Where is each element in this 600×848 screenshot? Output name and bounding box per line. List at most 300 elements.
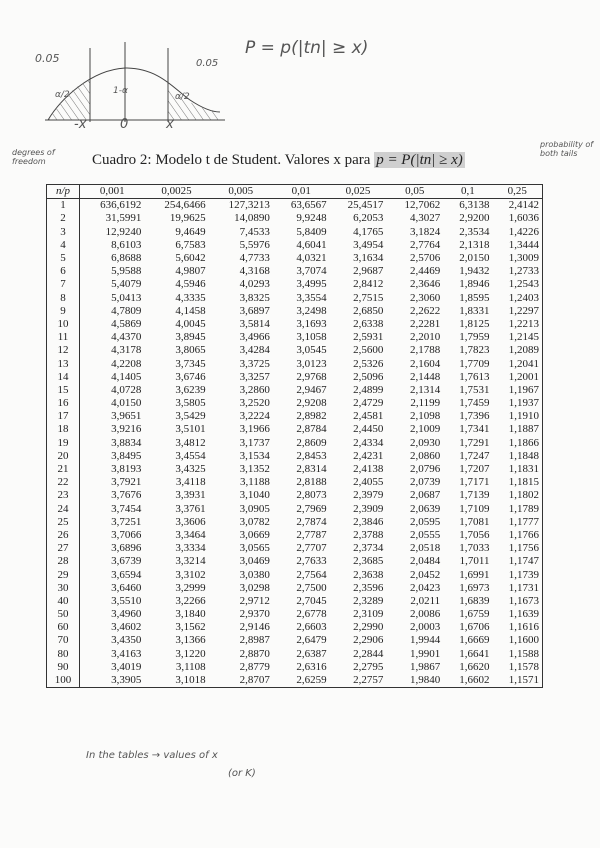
- table-row: [47, 344, 543, 357]
- value-cell: 2,2010: [409, 331, 441, 344]
- value-cell: 2,3289: [353, 594, 384, 607]
- value-cell: 2,3646: [409, 278, 441, 291]
- value-cell: 1,6036: [508, 212, 539, 225]
- value-cell: 3,1220: [175, 647, 206, 660]
- value-cell: 1,1731: [508, 581, 539, 594]
- value-cell: 3,1366: [175, 634, 206, 647]
- value-cell: 2,2622: [409, 304, 441, 317]
- value-cell: 3,2999: [175, 581, 206, 594]
- value-cell: 3,4966: [239, 331, 270, 344]
- value-cell: 2,3979: [353, 489, 384, 502]
- degrees-cell: 10: [47, 318, 80, 331]
- value-cell: 2,0086: [409, 608, 441, 621]
- degrees-cell: 40: [47, 595, 80, 608]
- value-cell: 2,3109: [353, 608, 384, 621]
- value-cell: 2,2844: [353, 647, 384, 660]
- value-cell: 6,8688: [111, 252, 142, 265]
- value-cell: 1,1571: [508, 674, 539, 687]
- value-cell: 3,3102: [175, 568, 206, 581]
- value-cell: 4,3178: [111, 344, 142, 357]
- value-cell: 1,2297: [508, 304, 539, 317]
- value-cell: 3,4019: [111, 660, 142, 673]
- value-cell: 3,4954: [353, 238, 384, 251]
- value-cell: 1,1600: [508, 634, 539, 647]
- degrees-cell: 24: [47, 503, 80, 516]
- value-cell: 1,7396: [459, 410, 490, 423]
- value-cell: 3,7345: [175, 357, 206, 370]
- value-cell: 1,1673: [508, 594, 539, 607]
- value-cell: 2,4729: [353, 397, 384, 410]
- degrees-of-freedom-note: degrees of freedom: [12, 148, 55, 166]
- value-cell: 1,7709: [459, 357, 490, 370]
- table-row: [47, 212, 543, 225]
- value-cell: 4,3027: [409, 212, 441, 225]
- value-cell: 1,6669: [459, 634, 490, 647]
- degrees-cell: 1: [47, 199, 80, 213]
- value-cell: 4,4370: [111, 331, 142, 344]
- value-cell: 2,8073: [296, 489, 327, 502]
- degrees-cell: 50: [47, 608, 80, 621]
- value-cell: 1,2733: [508, 265, 539, 278]
- value-cell: 1,1848: [508, 449, 539, 462]
- value-cell: 1,7171: [459, 476, 490, 489]
- value-cell: 5,6042: [175, 252, 206, 265]
- table-row: [47, 555, 543, 568]
- degrees-cell: 6: [47, 265, 80, 278]
- value-cell: 6,3138: [459, 199, 490, 212]
- value-cell: 3,5510: [111, 594, 142, 607]
- value-cell: 3,7074: [296, 265, 327, 278]
- value-cell: 4,0045: [175, 317, 206, 330]
- bottom-note-2: (or K): [228, 768, 256, 779]
- value-cell: 3,1058: [296, 331, 327, 344]
- degrees-cell: 19: [47, 437, 80, 450]
- t-student-table: [46, 184, 543, 688]
- value-cell: 4,3335: [175, 291, 206, 304]
- value-cell: 3,1352: [239, 463, 270, 476]
- value-cell: 1,1910: [508, 410, 539, 423]
- column-header: 0,05: [386, 185, 443, 199]
- right-area-label: α/2: [175, 92, 190, 102]
- value-cell: 5,9588: [111, 265, 142, 278]
- column-header: 0,01: [273, 185, 330, 199]
- table-row: [47, 661, 543, 674]
- column-header: n/p: [47, 185, 80, 199]
- value-cell: 14,0890: [234, 212, 270, 225]
- value-cell: 3,6594: [111, 568, 142, 581]
- value-cell: 1,1747: [508, 555, 539, 568]
- value-cell: 3,4995: [296, 278, 327, 291]
- value-cell: 3,5814: [239, 317, 270, 330]
- value-cell: 3,8065: [175, 344, 206, 357]
- value-cell: 9,9248: [296, 212, 327, 225]
- value-cell: 3,0469: [239, 555, 270, 568]
- value-cell: 3,9216: [111, 423, 142, 436]
- value-cell: 2,1788: [409, 344, 441, 357]
- value-cell: 1,8595: [459, 291, 490, 304]
- value-cell: 1,8946: [459, 278, 490, 291]
- value-cell: 4,1458: [175, 304, 206, 317]
- value-cell: 3,3214: [175, 555, 206, 568]
- value-cell: 9,4649: [175, 225, 206, 238]
- table-row: [47, 595, 543, 608]
- value-cell: 2,3788: [353, 528, 384, 541]
- value-cell: 2,3734: [353, 542, 384, 555]
- value-cell: 1,6839: [459, 594, 490, 607]
- degrees-cell: 25: [47, 516, 80, 529]
- value-cell: 3,1040: [239, 489, 270, 502]
- value-cell: 4,1405: [111, 370, 142, 383]
- value-cell: 3,4325: [175, 463, 206, 476]
- value-cell: 1,1967: [508, 383, 539, 396]
- value-cell: 2,7633: [296, 555, 327, 568]
- value-cell: 2,8314: [296, 463, 327, 476]
- value-cell: 1,9840: [409, 674, 441, 687]
- degrees-cell: 90: [47, 661, 80, 674]
- value-cell: 6,7583: [175, 238, 206, 251]
- both-tails-note: probability of both tails: [540, 140, 594, 158]
- value-cell: 2,6259: [296, 674, 327, 687]
- t-distribution-sketch: [30, 40, 230, 135]
- degrees-cell: 12: [47, 344, 80, 357]
- value-cell: 4,6041: [296, 238, 327, 251]
- value-cell: 12,7062: [404, 199, 441, 212]
- value-cell: 1,3009: [508, 252, 539, 265]
- value-cell: 3,8193: [111, 463, 142, 476]
- value-cell: 3,1840: [175, 608, 206, 621]
- value-cell: 2,8707: [239, 674, 270, 687]
- value-cell: 2,9200: [459, 212, 490, 225]
- value-cell: 1,6706: [459, 621, 490, 634]
- value-cell: 3,2520: [239, 397, 270, 410]
- value-cell: 2,1318: [459, 238, 490, 251]
- degrees-cell: 9: [47, 305, 80, 318]
- value-cell: 3,3554: [296, 291, 327, 304]
- value-cell: 4,7809: [111, 304, 142, 317]
- axis-pos-x: x: [166, 117, 174, 132]
- column-header: 0,005: [209, 185, 273, 199]
- table-row: [47, 582, 543, 595]
- degrees-cell: 30: [47, 582, 80, 595]
- value-cell: 3,1634: [353, 252, 384, 265]
- value-cell: 2,9370: [239, 608, 270, 621]
- value-cell: 2,8609: [296, 436, 327, 449]
- value-cell: 2,9712: [239, 594, 270, 607]
- value-cell: 3,0380: [239, 568, 270, 581]
- value-cell: 2,7874: [296, 515, 327, 528]
- value-cell: 3,2860: [239, 383, 270, 396]
- value-cell: 2,8982: [296, 410, 327, 423]
- value-cell: 2,1098: [409, 410, 441, 423]
- table-row: [47, 476, 543, 489]
- table-row: [47, 292, 543, 305]
- value-cell: 19,9625: [169, 212, 206, 225]
- value-cell: 2,8870: [239, 647, 270, 660]
- degrees-cell: 28: [47, 555, 80, 568]
- handwritten-formula: P = p(|tn| ≥ x): [245, 38, 369, 58]
- value-cell: 25,4517: [347, 199, 384, 212]
- value-cell: 4,5946: [175, 278, 206, 291]
- value-cell: 2,8784: [296, 423, 327, 436]
- table-row: [47, 397, 543, 410]
- degrees-cell: 7: [47, 278, 80, 291]
- value-cell: 4,7733: [239, 252, 270, 265]
- table-row: [47, 252, 543, 265]
- value-cell: 1,8125: [459, 317, 490, 330]
- value-cell: 2,0595: [409, 515, 441, 528]
- value-cell: 3,8834: [111, 436, 142, 449]
- degrees-cell: 70: [47, 634, 80, 647]
- table-row: [47, 410, 543, 423]
- value-cell: 1,7056: [459, 528, 490, 541]
- value-cell: 3,6746: [175, 370, 206, 383]
- value-cell: 2,9208: [296, 397, 327, 410]
- value-cell: 2,7515: [353, 291, 384, 304]
- value-cell: 2,5600: [353, 344, 384, 357]
- value-cell: 3,2266: [175, 594, 206, 607]
- value-cell: 1,1616: [508, 621, 539, 634]
- value-cell: 2,4138: [353, 463, 384, 476]
- column-header: 0,0025: [144, 185, 208, 199]
- value-cell: 1,6641: [459, 647, 490, 660]
- value-cell: 1,6602: [459, 674, 490, 687]
- table-caption: [92, 152, 465, 169]
- column-header: 0,025: [330, 185, 387, 199]
- table-row: [47, 423, 543, 436]
- value-cell: 4,0293: [239, 278, 270, 291]
- value-cell: 2,7500: [296, 581, 327, 594]
- value-cell: 2,7764: [409, 238, 441, 251]
- value-cell: 1,1639: [508, 608, 539, 621]
- value-cell: 1,1777: [508, 515, 539, 528]
- header-row: [47, 185, 543, 199]
- value-cell: 4,9807: [175, 265, 206, 278]
- value-cell: 3,3905: [111, 674, 142, 687]
- column-header: 0,001: [80, 185, 145, 199]
- value-cell: 1,7081: [459, 515, 490, 528]
- value-cell: 2,0930: [409, 436, 441, 449]
- value-cell: 1,1766: [508, 528, 539, 541]
- value-cell: 1,1789: [508, 502, 539, 515]
- table-row: [47, 239, 543, 252]
- value-cell: 1,1887: [508, 423, 539, 436]
- value-cell: 3,8325: [239, 291, 270, 304]
- value-cell: 3,1188: [240, 476, 270, 489]
- value-cell: 3,7921: [111, 476, 142, 489]
- value-cell: 1,1802: [508, 489, 539, 502]
- table-row: [47, 648, 543, 661]
- right-tail-prob: 0.05: [196, 58, 219, 69]
- value-cell: 1,4226: [508, 225, 539, 238]
- value-cell: 63,6567: [290, 199, 327, 212]
- value-cell: 2,3534: [459, 225, 490, 238]
- value-cell: 3,6897: [239, 304, 270, 317]
- value-cell: 3,4163: [111, 647, 142, 660]
- table-row: [47, 516, 543, 529]
- value-cell: 1,7291: [459, 436, 490, 449]
- value-cell: 2,0452: [409, 568, 441, 581]
- value-cell: 2,9146: [239, 621, 270, 634]
- table-row: [47, 542, 543, 555]
- value-cell: 2,1199: [410, 397, 441, 410]
- value-cell: 2,0484: [409, 555, 441, 568]
- center-area-label: 1-α: [113, 86, 128, 96]
- value-cell: 2,7787: [296, 528, 327, 541]
- degrees-cell: 3: [47, 226, 80, 239]
- value-cell: 1,1937: [508, 397, 539, 410]
- value-cell: 2,3638: [353, 568, 384, 581]
- table-row: [47, 437, 543, 450]
- value-cell: 2,0003: [409, 621, 441, 634]
- table-row: [47, 318, 543, 331]
- value-cell: 31,5991: [105, 212, 142, 225]
- value-cell: 5,8409: [296, 225, 327, 238]
- value-cell: 2,9467: [296, 383, 327, 396]
- axis-neg-x: -x: [74, 117, 87, 132]
- table-row: [47, 489, 543, 502]
- table-row: [47, 450, 543, 463]
- value-cell: 5,0413: [111, 291, 142, 304]
- value-cell: 2,9768: [296, 370, 327, 383]
- value-cell: 2,2281: [409, 317, 441, 330]
- value-cell: 3,0123: [296, 357, 327, 370]
- value-cell: 3,0669: [239, 528, 270, 541]
- table-row: [47, 265, 543, 278]
- degrees-cell: 20: [47, 450, 80, 463]
- value-cell: 1,7247: [459, 449, 490, 462]
- value-cell: 636,6192: [100, 199, 142, 212]
- value-cell: 1,6759: [459, 608, 490, 621]
- value-cell: 4,2208: [111, 357, 142, 370]
- value-cell: 4,5869: [111, 317, 142, 330]
- degrees-cell: 13: [47, 357, 80, 370]
- value-cell: 127,3213: [228, 199, 270, 212]
- table-row: [47, 463, 543, 476]
- value-cell: 1,7459: [459, 397, 490, 410]
- column-header: 0,25: [492, 185, 542, 199]
- value-cell: 3,0782: [239, 515, 270, 528]
- value-cell: 3,7454: [111, 502, 142, 515]
- value-cell: 2,0739: [409, 476, 441, 489]
- value-cell: 1,2145: [508, 331, 539, 344]
- value-cell: 2,5326: [353, 357, 384, 370]
- value-cell: 3,6239: [175, 383, 206, 396]
- degrees-cell: 15: [47, 384, 80, 397]
- value-cell: 1,1831: [508, 463, 539, 476]
- value-cell: 1,1866: [508, 436, 539, 449]
- degrees-cell: 8: [47, 292, 80, 305]
- value-cell: 3,1824: [409, 225, 441, 238]
- value-cell: 2,0150: [459, 252, 490, 265]
- value-cell: 3,7676: [111, 489, 142, 502]
- value-cell: 1,2041: [508, 357, 539, 370]
- table-row: [47, 608, 543, 621]
- value-cell: 2,8453: [296, 449, 327, 462]
- value-cell: 1,7613: [459, 370, 490, 383]
- value-cell: 2,1314: [409, 383, 441, 396]
- degrees-cell: 5: [47, 252, 80, 265]
- value-cell: 2,3685: [353, 555, 384, 568]
- table-row: [47, 331, 543, 344]
- value-cell: 2,0796: [409, 463, 441, 476]
- value-cell: 3,4118: [175, 476, 206, 489]
- value-cell: 3,1737: [239, 436, 270, 449]
- value-cell: 2,0687: [409, 489, 441, 502]
- value-cell: 2,2906: [353, 634, 384, 647]
- value-cell: 3,1966: [239, 423, 270, 436]
- value-cell: 1,9901: [409, 647, 441, 660]
- value-cell: 2,7707: [296, 542, 327, 555]
- degrees-cell: 2: [47, 212, 80, 225]
- value-cell: 2,0211: [410, 594, 441, 607]
- value-cell: 3,1562: [175, 621, 206, 634]
- value-cell: 12,9240: [105, 225, 142, 238]
- table-row: [47, 357, 543, 370]
- value-cell: 2,0639: [409, 502, 441, 515]
- value-cell: 2,4231: [353, 449, 384, 462]
- value-cell: 4,0321: [296, 252, 327, 265]
- degrees-cell: 4: [47, 239, 80, 252]
- value-cell: 2,0518: [409, 542, 441, 555]
- value-cell: 3,3931: [175, 489, 206, 502]
- value-cell: 2,1009: [409, 423, 441, 436]
- degrees-cell: 17: [47, 410, 80, 423]
- value-cell: 2,7564: [296, 568, 327, 581]
- value-cell: 3,7066: [111, 528, 142, 541]
- degrees-cell: 23: [47, 489, 80, 502]
- value-cell: 7,4533: [239, 225, 270, 238]
- table-row: [47, 503, 543, 516]
- value-cell: 2,4450: [353, 423, 384, 436]
- value-cell: 2,8779: [239, 660, 270, 673]
- value-cell: 2,8987: [239, 634, 270, 647]
- value-cell: 3,4960: [111, 608, 142, 621]
- value-cell: 1,9944: [409, 634, 441, 647]
- degrees-cell: 29: [47, 568, 80, 581]
- value-cell: 1,7531: [459, 383, 490, 396]
- value-cell: 3,1018: [175, 674, 206, 687]
- value-cell: 1,2089: [508, 344, 539, 357]
- left-area-label: α/2: [55, 90, 70, 100]
- value-cell: 2,2795: [353, 660, 384, 673]
- value-cell: 5,5976: [239, 238, 270, 251]
- bottom-note: In the tables → values of x: [86, 750, 218, 761]
- degrees-cell: 22: [47, 476, 80, 489]
- value-cell: 2,2990: [353, 621, 384, 634]
- value-cell: 3,0298: [239, 581, 270, 594]
- value-cell: 3,3334: [175, 542, 206, 555]
- value-cell: 1,2213: [508, 317, 539, 330]
- value-cell: 2,3909: [353, 502, 384, 515]
- value-cell: 3,2498: [296, 304, 327, 317]
- degrees-cell: 18: [47, 423, 80, 436]
- value-cell: 1,7959: [459, 331, 490, 344]
- value-cell: 3,1693: [296, 317, 327, 330]
- value-cell: 2,0423: [409, 581, 441, 594]
- value-cell: 3,0545: [296, 344, 327, 357]
- value-cell: 2,1448: [409, 370, 441, 383]
- value-cell: 6,2053: [353, 212, 384, 225]
- value-cell: 3,6739: [111, 555, 142, 568]
- value-cell: 2,4899: [353, 383, 384, 396]
- value-cell: 2,6316: [296, 660, 327, 673]
- degrees-cell: 26: [47, 529, 80, 542]
- value-cell: 1,1578: [508, 660, 539, 673]
- value-cell: 2,6603: [296, 621, 327, 634]
- value-cell: 1,6620: [459, 660, 490, 673]
- value-cell: 2,3846: [353, 515, 384, 528]
- degrees-cell: 21: [47, 463, 80, 476]
